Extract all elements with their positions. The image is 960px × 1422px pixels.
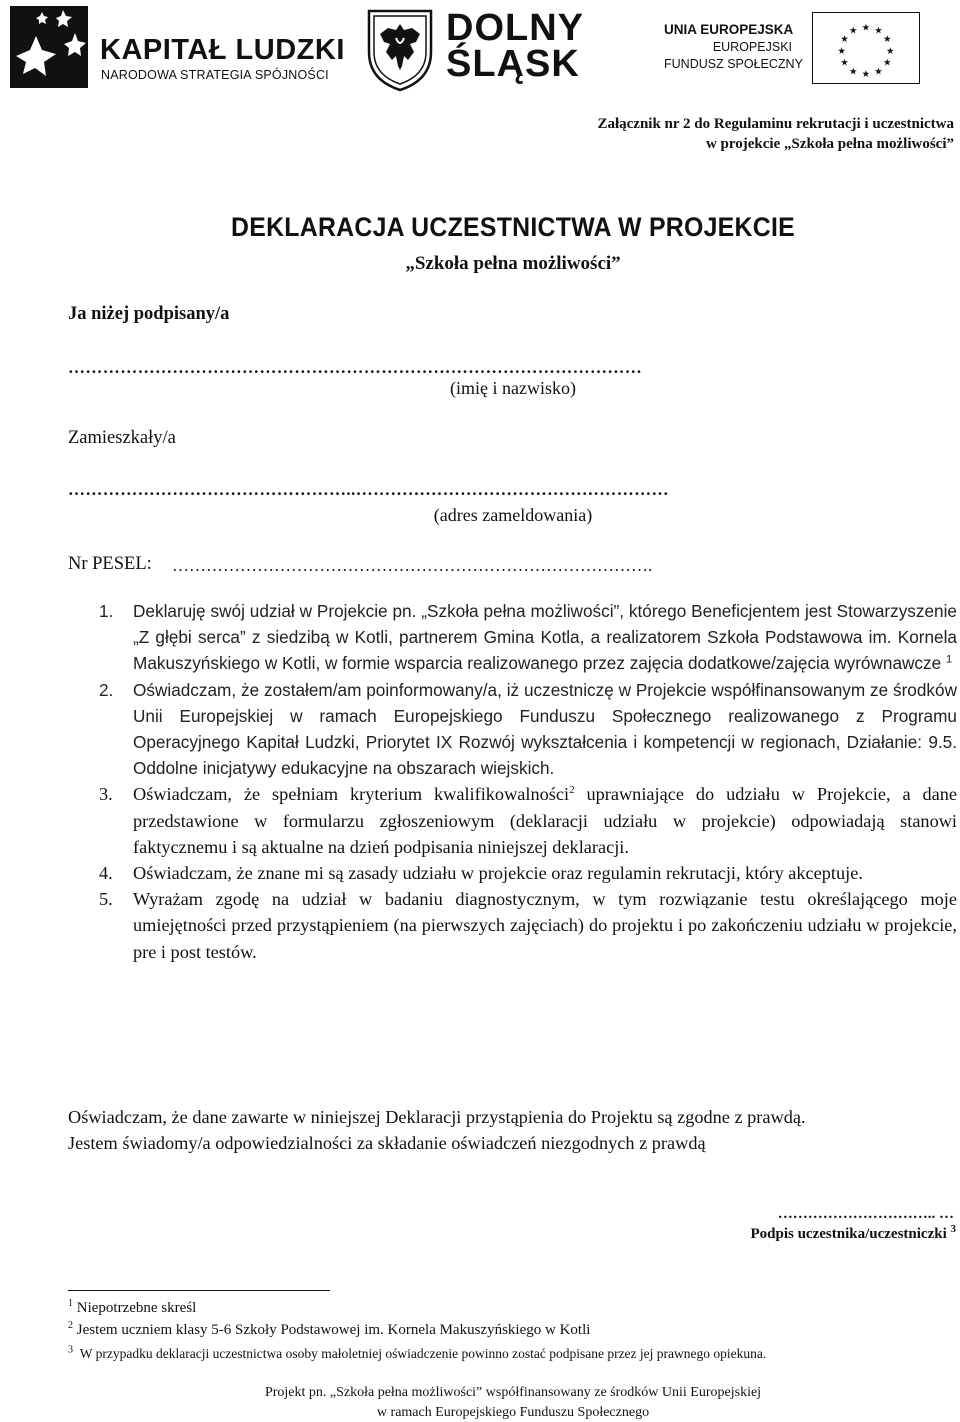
footnote-text: Jestem uczniem klasy 5-6 Szkoły Podstawowej im. Kornela Makuszyńskiego w Kotli: [76, 1322, 591, 1338]
signature-label-text: Podpis uczestnika/uczestniczki: [750, 1226, 947, 1242]
kapital-ludzki-title: KAPITAŁ LUDZKI: [100, 34, 345, 66]
annex-note: [597, 114, 954, 154]
lower-silesia-eagle-crest-icon: [366, 8, 434, 92]
svg-text:★: ★: [874, 25, 883, 37]
footer-line1: Projekt pn. „Szkoła pełna możliwości” współfinansowany ze środków Unii Europejskiej: [264, 1385, 762, 1400]
declaration-line1: Oświadczam, że dane zawarte w niniejszej Deklaracji przystąpienia do Projektu są zgodne z prawdą.: [68, 1107, 806, 1127]
footnote-mark: 3: [68, 1344, 73, 1356]
footnote-mark: 1: [68, 1298, 73, 1309]
resident-label: Zamieszkały/a: [68, 428, 176, 448]
header-logos: [0, 0, 960, 100]
statement-number: 3.: [99, 784, 113, 805]
declaration-line2: Jestem świadomy/a odpowiedzialności za składanie oświadczeń niezgodnych z prawdą: [68, 1133, 706, 1153]
document-title: DEKLARACJA UCZESTNICTWA W PROJEKCIE: [231, 212, 795, 242]
dolny-slask-line1: DOLNY: [446, 7, 584, 49]
footnote-separator: [68, 1290, 330, 1291]
statement-5: [99, 886, 957, 965]
annex-line1: Załącznik nr 2 do Regulaminu rekrutacji i uczestnictwa: [597, 116, 954, 132]
statement-text: Oświadczam, że znane mi są zasady udziału w projekcie oraz regulamin rekrutacji, który akceptuje.: [133, 863, 863, 884]
statement-text-cont: uprawniające do udziału w Projekcie, a dane przedstawione w formularzu zgłoszeniowym (deklaracji udziału w projekcie) odpowiadają stanowi faktycznemu i są aktualne na dzień podpisania niniejszej deklaracji.: [133, 784, 958, 857]
statement-3: [99, 781, 957, 860]
svg-text:★: ★: [840, 57, 849, 69]
page-footer: [0, 1383, 960, 1422]
footnote-ref: 1: [945, 653, 953, 666]
eu-logo: [664, 10, 956, 94]
svg-text:★: ★: [874, 66, 883, 78]
footnote-1: [68, 1300, 196, 1317]
eu-flag-icon: [812, 12, 920, 84]
footnote-text: W przypadku deklaracji uczestnictwa osoby małoletniej oświadczenie powinno zostać podpisane przez jej prawnego opiekuna.: [79, 1346, 767, 1361]
svg-text:★: ★: [849, 66, 858, 78]
eu-logo-text: [664, 20, 803, 73]
statement-text: Deklaruję swój udział w Projekcie pn. „Szkoła pełna możliwości”, którego Beneficjentem jest Stowarzyszenie „Z głębi serca” z siedzibą w Kotli, partnerem Gmina Kotla, a realizatorem Szkoła Podstawowa im. Kornela Makuszyńskiego w Kotli, w formie wsparcia realizowanego przez zajęcia dodatkowe/zajęcia wyrównawcze: [133, 601, 957, 674]
kapital-ludzki-subtitle: NARODOWA STRATEGIA SPÓJNOŚCI: [101, 68, 329, 82]
footer-line2: w ramach Europejskiego Funduszu Społecznego: [376, 1405, 650, 1420]
statement-text: Oświadczam, że zostałem/am poinformowany/a, iż uczestniczę w Projekcie współfinansowanym ze środków Unii Europejskiej w ramach Europejskiego Funduszu Społecznego realizowanego z Programu Operacyjnego Kapitał Ludzki, Priorytet IX Rozwój wykształcenia i kompetencji w regionach, Działanie: 9.5. Oddolne inicjatywy edukacyjne na obszarach wiejskich.: [133, 679, 957, 779]
statement-number: 4.: [99, 863, 113, 884]
svg-text:★: ★: [837, 45, 847, 57]
statement-4: [99, 860, 957, 886]
statement-text: Oświadczam, że spełniam kryterium kwalifikowalności: [133, 784, 570, 805]
svg-text:★: ★: [885, 45, 895, 57]
address-caption: (adres zameldowania): [433, 505, 593, 525]
statement-text: Wyrażam zgodę na udział w badaniu diagnostycznym, w tym rozwiązanie testu określającego moje umiejętności przed przystąpieniem (na pierwszych zajęciach) do projektu i po zakończeniu udziału w projekcie, pre i post testów.: [133, 889, 957, 962]
footnote-ref: 2: [569, 784, 575, 797]
svg-text:★: ★: [883, 34, 892, 46]
eu-logo-line2: EUROPEJSKI: [712, 40, 792, 54]
pesel-field[interactable]: ………………………………………………………………………….: [172, 556, 653, 575]
footnote-2: [68, 1322, 590, 1339]
pesel-label: Nr PESEL:: [68, 554, 152, 574]
footnote-mark: 2: [68, 1320, 73, 1331]
statement-number: 2.: [99, 679, 114, 700]
statements-list: [99, 598, 957, 965]
kapital-ludzki-logo: [6, 4, 345, 92]
statement-number: 1.: [99, 601, 114, 621]
footnote-ref: 3: [950, 1223, 956, 1235]
undersigned-label: Ja niżej podpisany/a: [68, 304, 230, 324]
eu-logo-line3: FUNDUSZ SPOŁECZNY: [664, 57, 803, 71]
dolny-slask-logo: [446, 7, 596, 90]
svg-text:★: ★: [883, 57, 892, 69]
annex-line2: w projekcie „Szkoła pełna możliwości”: [705, 136, 954, 152]
footnote-text: Niepotrzebne skreśl: [76, 1300, 197, 1316]
statement-number: 5.: [99, 889, 113, 910]
eu-logo-line1: UNIA EUROPEJSKA: [664, 22, 794, 37]
truth-declaration: [68, 1104, 960, 1156]
svg-text:★: ★: [849, 25, 858, 37]
name-caption: (imię i nazwisko): [450, 378, 576, 398]
signature-label: [750, 1223, 956, 1243]
svg-text:★: ★: [861, 69, 871, 81]
statement-2: [99, 677, 957, 782]
project-name-subtitle: „Szkoła pełna możliwości”: [405, 253, 621, 274]
footnote-3: [68, 1346, 766, 1362]
svg-text:★: ★: [840, 34, 849, 46]
svg-text:★: ★: [861, 22, 871, 34]
dolny-slask-line2: ŚLĄSK: [446, 43, 580, 85]
statement-1: [99, 598, 957, 677]
name-field[interactable]: ………………………………………………………………………………………: [68, 358, 643, 377]
address-field[interactable]: …………………………………………..………………………………………………: [68, 480, 669, 499]
signature-field[interactable]: ………………………….. …: [777, 1206, 954, 1222]
kapital-ludzki-star-icon: [6, 4, 92, 90]
